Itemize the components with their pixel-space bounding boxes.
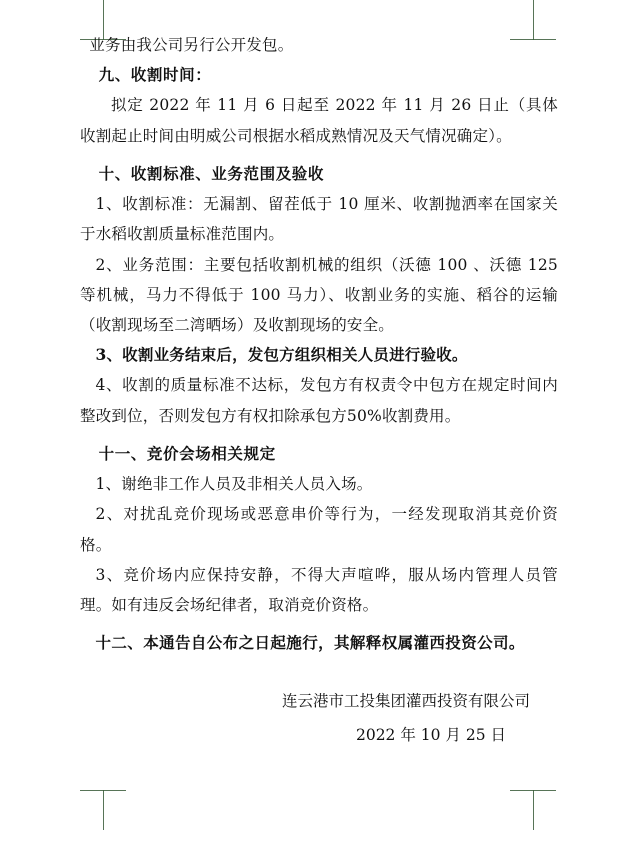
crop-mark-bottom-right-horizontal: [510, 790, 556, 791]
heading-section-twelve: 十二、本通告自公布之日起施行，其解释权属灌西投资公司。: [95, 633, 525, 653]
crop-mark-bottom-left-horizontal: [80, 790, 126, 791]
crop-mark-bottom-right-vertical: [533, 790, 534, 830]
heading-section-eleven: 十一、竞价会场相关规定: [98, 443, 276, 463]
paragraph-ten-item-3: 3、收割业务结束后，发包方组织相关人员进行验收。: [95, 345, 468, 365]
signature-company: 连云港市工投集团灌西投资有限公司: [281, 692, 530, 711]
paragraph-eleven-item-3: 3、竞价场内应保持安静，不得大声喧哗，服从场内管理人员管理。如有违反会场纪律者，取消竞价资格。: [80, 565, 558, 614]
signature-date: 2022 年 10 月 25 日: [355, 726, 506, 745]
paragraph-carryover: 业务由我公司另行公开发包。: [89, 36, 294, 54]
heading-section-ten: 十、收割标准、业务范围及验收: [98, 163, 324, 183]
heading-section-nine: 九、收割时间：: [98, 65, 212, 85]
paragraph-ten-item-1: 1、收割标准：无漏割、留茬低于 10 厘米、收割抛洒率在国家关于水稻收割质量标准范围内。: [80, 195, 558, 244]
paragraph-ten-item-4: 4、收割的质量标准不达标，发包方有权责令中包方在规定时间内整改到位，否则发包方有权扣除承包方50%收割费用。: [80, 376, 558, 425]
document-text-body: [80, 30, 558, 753]
paragraph-section-nine-body: 拟定 2022 年 11 月 6 日起至 2022 年 11 月 26 日止（具体收割起止时间由明威公司根据水稻成熟情况及天气情况确定）。: [80, 96, 558, 145]
signature-block: [80, 684, 558, 752]
paragraph-ten-item-2: 2、业务范围：主要包括收割机械的组织（沃德 100 、沃德 125 等机械，马力不得低于 100 马力）、收割业务的实施、稻谷的运输（收割现场至二湾晒场）及收割现场的安全。: [80, 255, 558, 334]
crop-mark-bottom-left-vertical: [103, 790, 104, 830]
paragraph-eleven-item-1: 1、谢绝非工作人员及非相关人员入场。: [95, 475, 373, 494]
paragraph-eleven-item-2: 2、对扰乱竞价现场或恶意串价等行为，一经发现取消其竞价资格。: [80, 505, 558, 554]
